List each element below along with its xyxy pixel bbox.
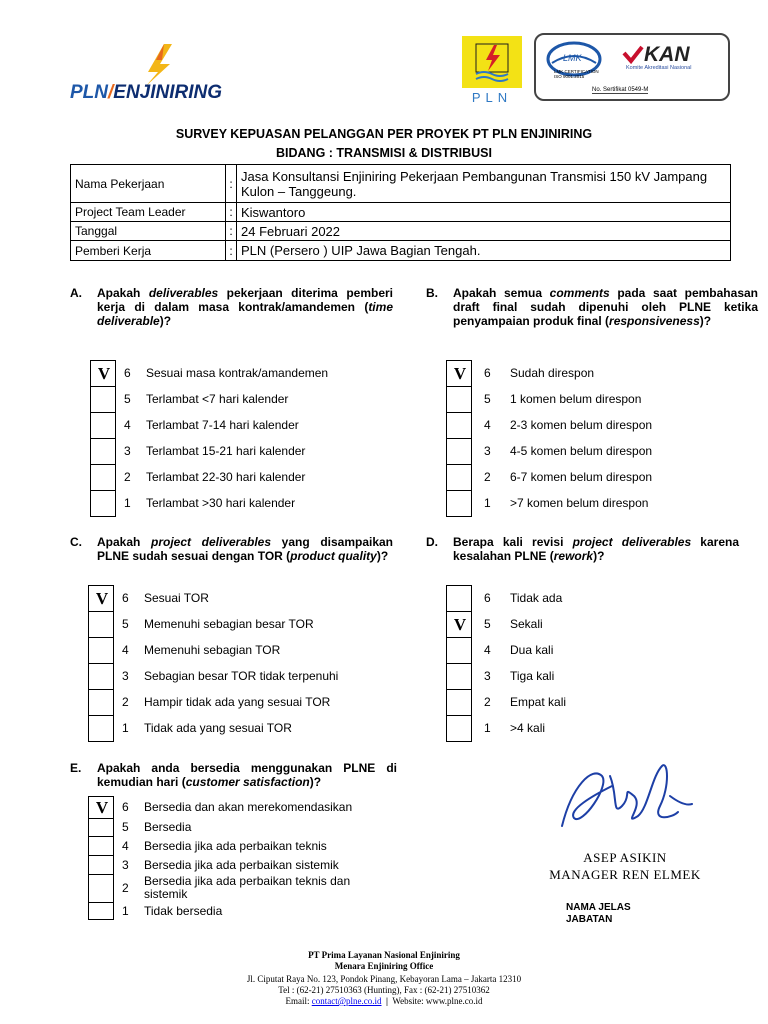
option-label: Terlambat 7-14 hari kalender (146, 418, 299, 432)
option-checkbox[interactable] (446, 663, 472, 690)
footer-company: PT Prima Layanan Nasional Enjiniring (308, 950, 460, 960)
question-letter: A. (70, 286, 82, 300)
option-number: 6 (122, 591, 129, 605)
info-value: Kiswantoro (237, 203, 731, 222)
option-checkbox[interactable] (88, 663, 114, 690)
option-number: 4 (122, 643, 129, 657)
option-checkbox[interactable] (446, 464, 472, 491)
question-letter: D. (426, 535, 438, 549)
table-row (71, 203, 731, 222)
kan-subtitle: Komite Akreditasi Nasional (626, 65, 692, 71)
option-number: 5 (484, 617, 491, 631)
option-label: Memenuhi sebagian besar TOR (144, 617, 314, 631)
option-number: 1 (122, 721, 129, 735)
option-checkbox[interactable] (88, 637, 114, 664)
footer-contact (0, 996, 768, 1007)
table-row (71, 222, 731, 241)
email-link[interactable]: contact@plne.co.id (311, 996, 382, 1006)
info-value: 24 Februari 2022 (237, 222, 731, 241)
logo-wordmark: PLN/ENJINIRING (70, 82, 223, 103)
option-label: Bersedia dan akan merekomendasikan (144, 800, 353, 814)
option-label: Sudah direspon (510, 366, 595, 380)
option-checkbox[interactable] (446, 611, 472, 638)
option-number: 6 (484, 366, 491, 380)
option-number: 2 (122, 881, 129, 895)
lmk-caption: LMK CERTIFICATION ISO 9001:2015 (554, 69, 599, 79)
option-number: 1 (484, 721, 491, 735)
info-label: Pemberi Kerja (71, 241, 226, 261)
option-number: 2 (484, 695, 491, 709)
option-checkbox[interactable] (446, 715, 472, 742)
question-body: Apakah anda bersedia menggunakan PLNE di kemudian hari (customer satisfaction)? (97, 761, 397, 789)
option-checkbox[interactable] (446, 438, 472, 465)
footer-phone: Tel : (62-21) 27510363 (Hunting), Fax : (62-21) 27510362 (278, 985, 490, 995)
certificate-number: No. Sertifikat 0549-M (592, 87, 649, 93)
option-checkbox[interactable] (90, 386, 116, 413)
survey-title: SURVEY KEPUASAN PELANGGAN PER PROYEK PT PLN ENJINIRING (175, 127, 593, 141)
option-label: Sekali (510, 617, 543, 631)
check-mark: V (95, 798, 109, 817)
option-label: Sebagian besar TOR tidak terpenuhi (144, 669, 339, 683)
check-mark: V (453, 364, 467, 383)
option-number: 5 (122, 820, 129, 834)
table-row (71, 165, 731, 203)
option-number: 1 (122, 903, 129, 918)
option-number: 1 (484, 496, 491, 510)
option-number: 4 (122, 838, 129, 853)
option-checkbox[interactable] (446, 689, 472, 716)
option-label: Sesuai TOR (144, 591, 209, 605)
table-row (71, 241, 731, 261)
option-checkbox[interactable] (88, 611, 114, 638)
option-label: >7 komen belum direspon (510, 496, 649, 510)
footer-separator: | (386, 996, 388, 1006)
footer-office: Menara Enjiniring Office (334, 961, 434, 971)
signatory-position: MANAGER REN ELMEK (549, 867, 701, 882)
option-checkbox[interactable] (88, 796, 114, 819)
option-label: 1 komen belum direspon (510, 392, 642, 406)
option-number: 1 (124, 496, 131, 510)
option-checkbox[interactable] (88, 689, 114, 716)
svg-text:LMK: LMK (563, 53, 582, 63)
option-number: 2 (484, 470, 491, 484)
option-number: 2 (124, 470, 131, 484)
info-label: Project Team Leader (71, 203, 226, 222)
option-label: Sesuai masa kontrak/amandemen (146, 366, 329, 380)
option-label: Terlambat 22-30 hari kalender (146, 470, 306, 484)
question-body: Apakah semua comments pada saat pembahasan draft final sudah dipenuhi oleh PLNE ketika penyampaian produk final (responsiveness)? (453, 286, 758, 328)
question-letter: B. (426, 286, 438, 300)
option-label: 6-7 komen belum direspon (510, 470, 653, 484)
option-label: Terlambat 15-21 hari kalender (146, 444, 306, 458)
info-colon: : (226, 203, 237, 222)
option-label: Tiga kali (510, 669, 555, 683)
info-colon: : (226, 222, 237, 241)
option-number: 3 (122, 857, 129, 872)
option-checkbox[interactable] (88, 902, 114, 920)
signature-image (552, 756, 702, 846)
option-number: 3 (124, 444, 131, 458)
option-label: Bersedia jika ada perbaikan sistemik (144, 857, 339, 872)
option-number: 4 (124, 418, 131, 432)
option-number: 5 (484, 392, 491, 406)
option-number: 4 (484, 418, 491, 432)
option-label: Tidak ada (510, 591, 563, 605)
option-number: 6 (484, 591, 491, 605)
info-colon: : (226, 241, 237, 261)
option-checkbox[interactable] (90, 438, 116, 465)
info-value: Jasa Konsultansi Enjiniring Pekerjaan Pembangunan Transmisi 150 kV Jampang Kulon – Tanggeung. (237, 165, 731, 203)
website-text: Website: www.plne.co.id (392, 996, 483, 1006)
option-label: 4-5 komen belum direspon (510, 444, 653, 458)
option-checkbox[interactable] (446, 386, 472, 413)
option-label: Bersedia (144, 820, 192, 834)
option-checkbox[interactable] (446, 637, 472, 664)
option-label: Terlambat <7 hari kalender (146, 392, 289, 406)
kan-wordmark: KAN (644, 43, 690, 66)
question-body: Berapa kali revisi project deliverables karena kesalahan PLNE (rework)? (453, 535, 740, 563)
check-mark: V (453, 615, 467, 634)
kan-check-icon (622, 45, 644, 65)
option-label: Tidak ada yang sesuai TOR (144, 721, 292, 735)
option-number: 2 (122, 695, 129, 709)
option-checkbox[interactable] (90, 412, 116, 439)
option-label: Bersedia jika ada perbaikan teknis (144, 838, 327, 853)
option-checkbox[interactable] (446, 585, 472, 612)
check-mark: V (95, 589, 109, 608)
emblem-text: PLN (471, 90, 513, 105)
option-checkbox[interactable] (88, 836, 114, 856)
option-checkbox[interactable] (88, 855, 114, 875)
question-body: Apakah project deliverables yang disampaikan PLNE sudah sesuai dengan TOR (product quality)? (97, 535, 394, 563)
option-number: 5 (124, 392, 131, 406)
option-checkbox[interactable] (88, 818, 114, 837)
option-checkbox[interactable] (88, 715, 114, 742)
question-body: Apakah deliverables pekerjaan diterima pemberi kerja di dalam masa kontrak/amandemen (time deliverable)? (97, 286, 393, 328)
info-value: PLN (Persero ) UIP Jawa Bagian Tengah. (237, 241, 731, 261)
check-mark: V (97, 364, 111, 383)
label-name: NAMA JELAS (566, 902, 631, 913)
pln-enjiniring-logo (66, 42, 256, 104)
label-position: JABATAN (566, 914, 613, 925)
option-number: 5 (122, 617, 129, 631)
option-label: 2-3 komen belum direspon (510, 418, 653, 432)
option-number: 6 (122, 800, 129, 814)
option-label: Memenuhi sebagian TOR (144, 643, 281, 657)
option-label: Bersedia jika ada perbaikan teknis dan sistemik (144, 874, 351, 901)
pln-emblem-icon (462, 36, 522, 88)
survey-subtitle: BIDANG : TRANSMISI & DISTRIBUSI (276, 146, 492, 160)
option-number: 3 (484, 669, 491, 683)
option-checkbox[interactable] (88, 585, 114, 612)
info-label: Tanggal (71, 222, 226, 241)
option-checkbox[interactable] (88, 874, 114, 903)
info-label: Nama Pekerjaan (71, 165, 226, 203)
signatory-name: ASEP ASIKIN (583, 850, 667, 865)
option-label: Hampir tidak ada yang sesuai TOR (144, 695, 331, 709)
footer-address: Jl. Ciputat Raya No. 123, Pondok Pinang, Kebayoran Lama – Jakarta 12310 (246, 974, 522, 984)
project-info-table (70, 164, 731, 261)
info-colon: : (226, 165, 237, 203)
option-label: Empat kali (510, 695, 567, 709)
option-checkbox[interactable] (90, 360, 116, 387)
option-checkbox[interactable] (90, 464, 116, 491)
option-number: 6 (124, 366, 131, 380)
certification-logos (534, 33, 730, 101)
lightning-bolt-icon (106, 42, 186, 86)
option-number: 3 (122, 669, 129, 683)
option-label: >4 kali (510, 721, 546, 735)
question-letter: E. (70, 761, 82, 775)
option-label: Tidak bersedia (144, 903, 223, 918)
option-number: 3 (484, 444, 491, 458)
option-checkbox[interactable] (446, 360, 472, 387)
email-label: Email: (285, 996, 312, 1006)
question-letter: C. (70, 535, 82, 549)
option-label: Dua kali (510, 643, 554, 657)
pln-emblem (462, 36, 522, 104)
option-checkbox[interactable] (446, 490, 472, 517)
option-checkbox[interactable] (446, 412, 472, 439)
option-checkbox[interactable] (90, 490, 116, 517)
option-number: 4 (484, 643, 491, 657)
option-label: Terlambat >30 hari kalender (146, 496, 296, 510)
